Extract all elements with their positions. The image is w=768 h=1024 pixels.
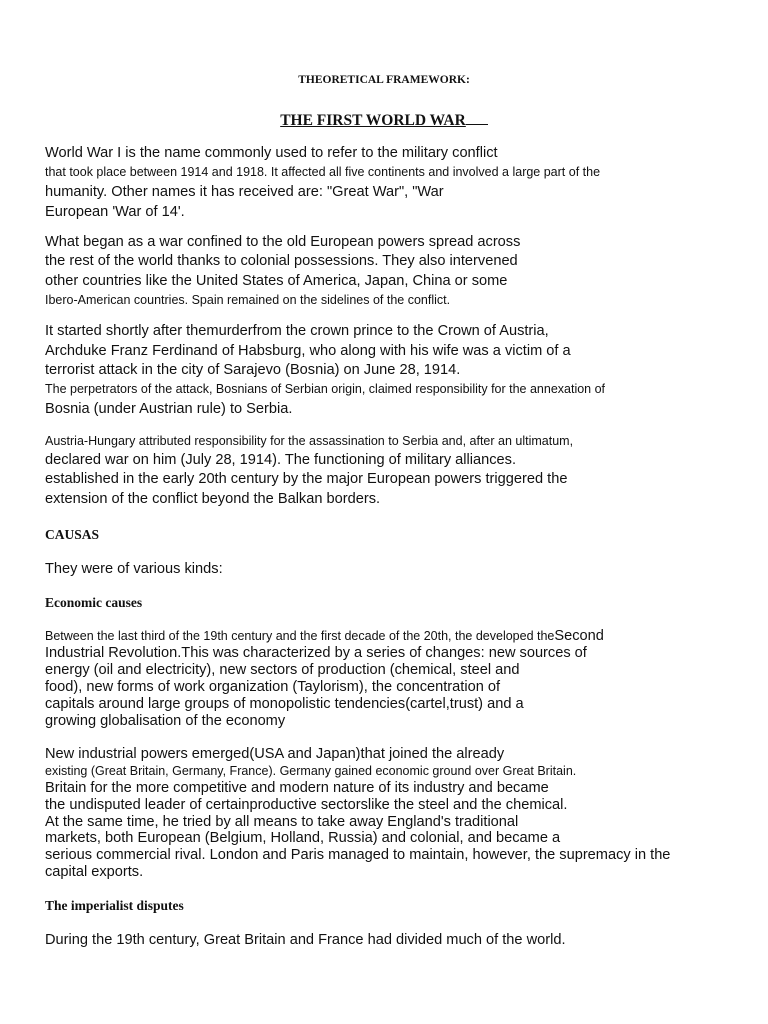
- paragraph-line: that took place between 1914 and 1918. It affected all five continents and involved a large part of the: [45, 165, 601, 179]
- paragraph-line: energy (oil and electricity), new sectors of production (chemical, steel and: [45, 662, 520, 678]
- inline-large-text: Second: [554, 628, 604, 644]
- paragraph-line: New industrial powers emerged(USA and Japan)that joined the already: [45, 746, 505, 762]
- paragraph-line: Industrial Revolution.This was characterized by a series of changes: new sources of: [45, 645, 587, 661]
- paragraph-line: At the same time, he tried by all means to take away England's traditional: [45, 814, 519, 830]
- inline-small-text: Between the last third of the 19th century and the first decade of the 20th, the developed the: [45, 629, 555, 643]
- paragraph-line: the undisputed leader of certainproductive sectorslike the steel and the chemical.: [45, 797, 568, 813]
- paragraph-line: growing globalisation of the economy: [45, 713, 286, 729]
- paragraph-line: What began as a war confined to the old European powers spread across: [45, 234, 521, 250]
- section-heading-economic: Economic causes: [45, 595, 143, 610]
- paragraph-line: The perpetrators of the attack, Bosnians of Serbian origin, claimed responsibility for the annexation of: [45, 382, 606, 396]
- paragraph-line: serious commercial rival. London and Paris managed to maintain, however, the supremacy in the: [45, 847, 671, 863]
- paragraph-line-mixed: [45, 627, 604, 645]
- paragraph-line: markets, both European (Belgium, Holland, Russia) and colonial, and became a: [45, 830, 561, 846]
- paragraph-line: food), new forms of work organization (Taylorism), the concentration of: [45, 679, 501, 695]
- section-kicker: THEORETICAL FRAMEWORK:: [298, 74, 470, 86]
- paragraph-line: declared war on him (July 28, 1914). The functioning of military alliances.: [45, 452, 517, 468]
- paragraph-line: World War I is the name commonly used to refer to the military conflict: [45, 145, 498, 161]
- section-heading-imperialist: The imperialist disputes: [45, 898, 184, 913]
- paragraph-line: European 'War of 14'.: [45, 204, 185, 220]
- paragraph-line: Bosnia (under Austrian rule) to Serbia.: [45, 401, 293, 417]
- paragraph-line: Ibero-American countries. Spain remained on the sidelines of the conflict.: [45, 293, 451, 307]
- paragraph-line: capitals around large groups of monopolistic tendencies(cartel,trust) and a: [45, 696, 524, 712]
- paragraph-line: They were of various kinds:: [45, 561, 223, 577]
- paragraph-line: capital exports.: [45, 864, 144, 880]
- page-title: [0, 110, 768, 130]
- paragraph-line: established in the early 20th century by the major European powers triggered the: [45, 471, 568, 487]
- paragraph-line: Austria-Hungary attributed responsibility for the assassination to Serbia and, after an ultimatum,: [45, 434, 574, 448]
- paragraph-line: the rest of the world thanks to colonial possessions. They also intervened: [45, 253, 518, 269]
- paragraph-line: terrorist attack in the city of Sarajevo (Bosnia) on June 28, 1914.: [45, 362, 461, 378]
- paragraph-line: other countries like the United States of America, Japan, China or some: [45, 273, 508, 289]
- paragraph-line: Archduke Franz Ferdinand of Habsburg, who along with his wife was a victim of a: [45, 343, 571, 359]
- title-text: THE FIRST WORLD WAR: [280, 112, 466, 129]
- paragraph-line: existing (Great Britain, Germany, France). Germany gained economic ground over Great Britain.: [45, 764, 577, 778]
- paragraph-line: It started shortly after themurderfrom the crown prince to the Crown of Austria,: [45, 323, 549, 339]
- title-underline-pad: [466, 110, 488, 125]
- paragraph-line: Britain for the more competitive and modern nature of its industry and became: [45, 780, 549, 796]
- paragraph-line: During the 19th century, Great Britain and France had divided much of the world.: [45, 932, 566, 948]
- paragraph-line: extension of the conflict beyond the Balkan borders.: [45, 491, 381, 507]
- paragraph-line: humanity. Other names it has received are: "Great War", "War: [45, 184, 444, 200]
- section-heading-causes: CAUSAS: [45, 527, 100, 542]
